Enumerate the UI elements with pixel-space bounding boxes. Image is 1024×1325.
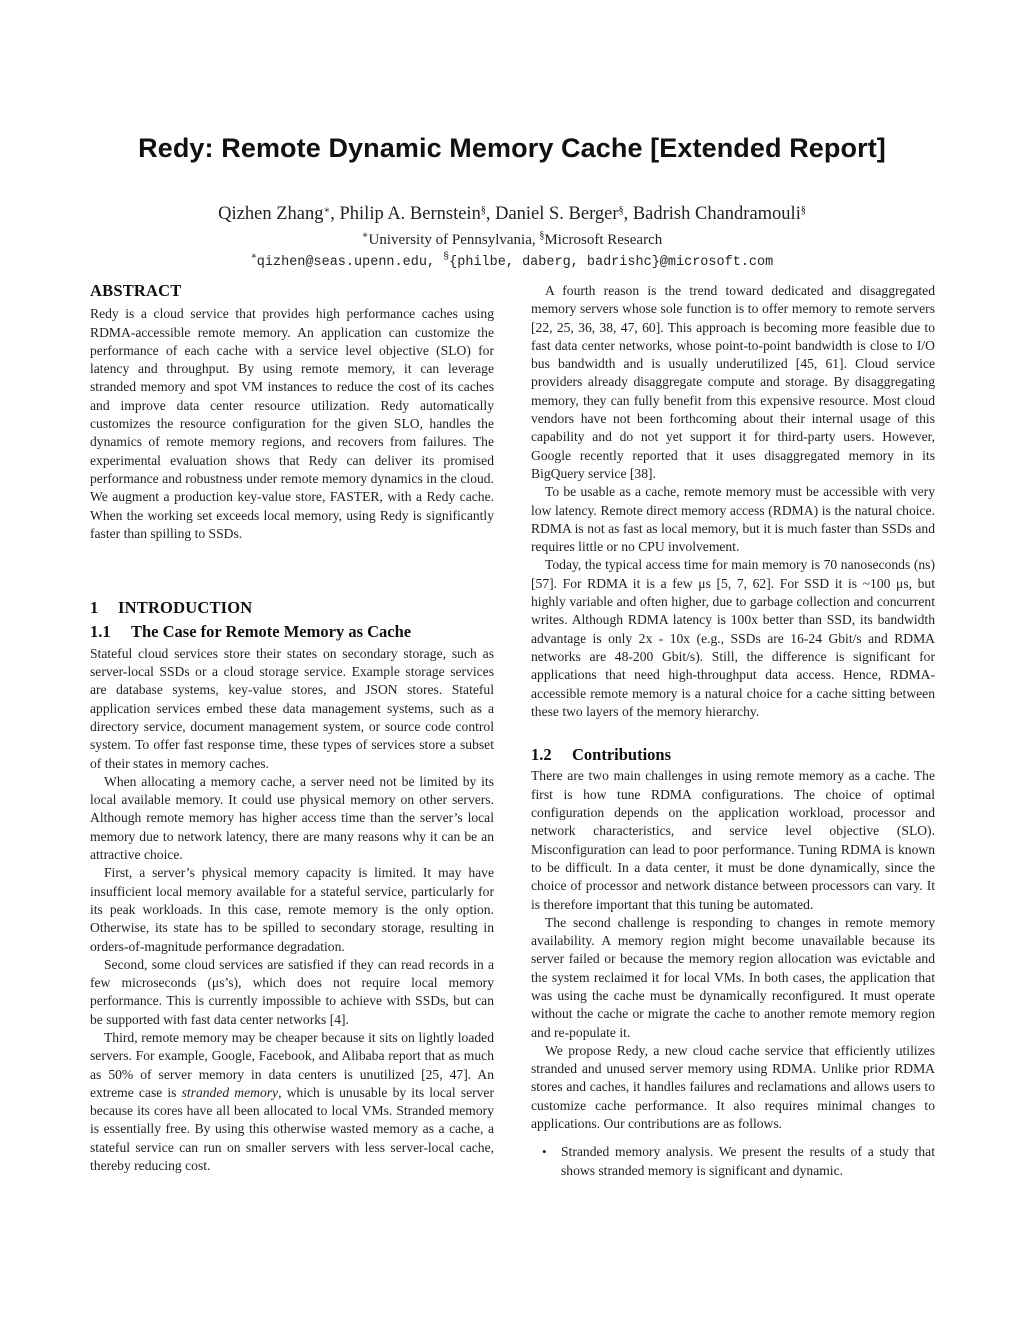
author-mark: § [618,205,624,216]
email-address: {philbe, daberg, badrishc}@microsoft.com [449,255,774,270]
subsection-title: The Case for Remote Memory as Cache [131,622,412,642]
affil-mark: ∗ [361,230,369,241]
author-name: Daniel S. Berger [495,204,619,224]
emphasis-term: stranded memory [181,1084,279,1100]
section-heading-introduction [90,599,494,617]
subsection-number: 1.2 [531,745,552,765]
email-mark: ∗ [250,252,257,263]
paragraph: To be usable as a cache, remote memory must be accessible with very low latency. Remote direct memory access (RDMA) is the natural choice. RDMA is not as fast as local memory, but it is much faster than SSDs and requires little or no CPU involvement. [531,484,935,555]
paragraph [90,1029,494,1175]
paragraph: A fourth reason is the trend toward dedicated and disaggregated memory servers whose sole function is to offer memory to remote servers [22, 25, 36, 38, 47, 60]. This approach is becoming more feasible due to fast data center networks, whose point-to-point bandwidth is close to I/O bus bandwidth and is usually underutilized [45, 61]. Cloud service providers already disaggregate compute and storage. By disaggregating memory, they can fully benefit from this expensive resource. Most cloud vendors have not been forthcoming about their internal usage of this capability and do not yet support it for third-party users. However, Google recently reported that it uses disaggregated memory in its BigQuery service [38]. [531,283,935,481]
paragraph: There are two main challenges in using remote memory as a cache. The first is how tune RDMA configurations. The choice of optimal configuration depends on the application workload, processor and network characteristics, and service level objective (SLO). Misconfiguration can lead to poor performance. Tuning RDMA is known to be difficult. In a data center, it must be done dynamically, since the choice of processor and network distance between processors can vary. It is therefore important that this tuning be automated. [531,768,935,912]
paragraph: When allocating a memory cache, a server need not be limited by its local available memory. It could use physical memory on other servers. Although remote memory has higher access time than the server’s local memory due to network latency, there are many reasons why it can be an attractive choice. [90,773,494,863]
abstract-text: Redy is a cloud service that provides high performance caches using RDMA-accessible remote memory. An application can customize the performance of each cache with a service level objective (SLO) for latency and throughput. By using remote memory, it can leverage stranded memory and spot VM instances to reduce the cost of its caches and improve data center resource utilization. Redy automatically customizes the resource configuration for the given SLO, handles the dynamics of remote memory regions, and recovers from failures. The experimental evaluation shows that Redy can deliver its promised performance and robustness under remote memory dynamics in the cloud. We augment a production key-value store, FASTER, with a Redy cache. When the working set exceeds local memory, using Redy is significantly faster than spilling to SSDs. [90,306,494,541]
author-name: Badrish Chandramouli [632,204,801,224]
affil-institution: University of Pennsylvania [368,232,532,248]
email-address: qizhen@seas.upenn.edu, [256,255,436,270]
author-name: Qizhen Zhang [218,204,324,224]
author-mark: § [480,205,486,216]
paragraph: Stateful cloud services store their states on secondary storage, such as server-local SSDs or a cloud storage service. Example storage services are database systems, key-value stores, and JSON stores. Stateful application services embed these data management systems, such as a directory service, document management system, or source code control system. To offer fast response time, these types of services store a subset of their states in memory caches. [90,645,494,771]
paragraph-text: , which is unusable by its local server because its cores have all been allocated to local VMs. Stranded memory is essentially free. By using this otherwise wasted memory as a cache, a stateful service can run on smaller servers with less server-local cache, thereby reducing cost. [90,1084,494,1174]
list-item [531,1143,935,1180]
affiliations: ∗University of Pennsylvania, §Microsoft Research [361,230,663,248]
author-name: Philip A. Bernstein [339,204,481,224]
left-column [90,282,494,1175]
right-column [531,282,935,1180]
bullet-icon: • [542,1144,547,1160]
subsection-heading [90,623,494,641]
author-mark: § [800,205,806,216]
email-mark: § [443,252,450,263]
paragraph: The second challenge is responding to changes in remote memory availability. A memory region might become unavailable because its server failed or because the memory region allocation was evictable and the system reclaimed it for local VMs. In both cases, the application that was using the cache must be dynamically reconfigured. It must operate without the cache or migrate the cache to another remote memory region and re-populate it. [531,914,935,1040]
affil-institution: Microsoft Research [544,232,663,248]
paper-title: Redy: Remote Dynamic Memory Cache [Extended Report] [138,133,886,163]
subsection-number: 1.1 [90,622,111,642]
subsection-heading [531,746,935,764]
list-item-text: Stranded memory analysis. We present the results of a study that shows stranded memory is significant and dynamic. [561,1144,935,1178]
emails [0,251,1024,270]
paragraph: Second, some cloud services are satisfied if they can read records in a few microseconds (μs’s), which does not require local memory performance. This is currently impossible to achieve with SSDs, but can be supported with fast data center networks [4]. [90,956,494,1027]
affil-mark: § [539,230,545,241]
paragraph-text: Third, remote memory may be cheaper because it sits on lightly loaded servers. For example, Google, Facebook, and Alibaba report that as much as 50% of server memory in data centers is unutilized [25, 47]. An extreme case is [90,1029,494,1100]
subsection-title: Contributions [572,745,672,765]
author-mark: ∗ [323,205,331,216]
section-title: INTRODUCTION [118,598,253,618]
contribution-list [531,1143,935,1180]
section-number: 1 [90,598,99,618]
abstract-heading: ABSTRACT [90,281,182,300]
author-list: Qizhen Zhang∗, Philip A. Bernstein§, Daniel S. Berger§, Badrish Chandramouli§ [218,204,806,224]
paragraph: Today, the typical access time for main memory is 70 nanoseconds (ns) [57]. For RDMA it is a few μs [5, 7, 62]. For SSD it is ~100 μs, but highly variable and often higher, due to garbage collection and concurrent writes. Although RDMA latency is 100x better than SSD, its bandwidth advantage is only 2x - 10x (e.g., SSDs are 16-24 Gbit/s and RDMA networks are 48-200 Gbit/s). Still, the difference is significant for applications that need high-throughput data access. Hence, RDMA-accessible remote memory is a natural choice for a cache sitting between these two layers of the memory hierarchy. [531,557,935,719]
paragraph: We propose Redy, a new cloud cache service that efficiently utilizes stranded and unused server memory using RDMA. Unlike prior RDMA stores and caches, it handles failures and reclamations and allows users to customize cache performance. It also requires minimal changes to applications. Our contributions are as follows. [531,1042,935,1132]
paragraph: First, a server’s physical memory capacity is limited. It may have insufficient local memory available for a stateful service, particularly for its peak workloads. In this case, remote memory is the only option. Otherwise, its state has to be spilled to secondary storage, resulting in orders-of-magnitude performance degradation. [90,865,494,954]
